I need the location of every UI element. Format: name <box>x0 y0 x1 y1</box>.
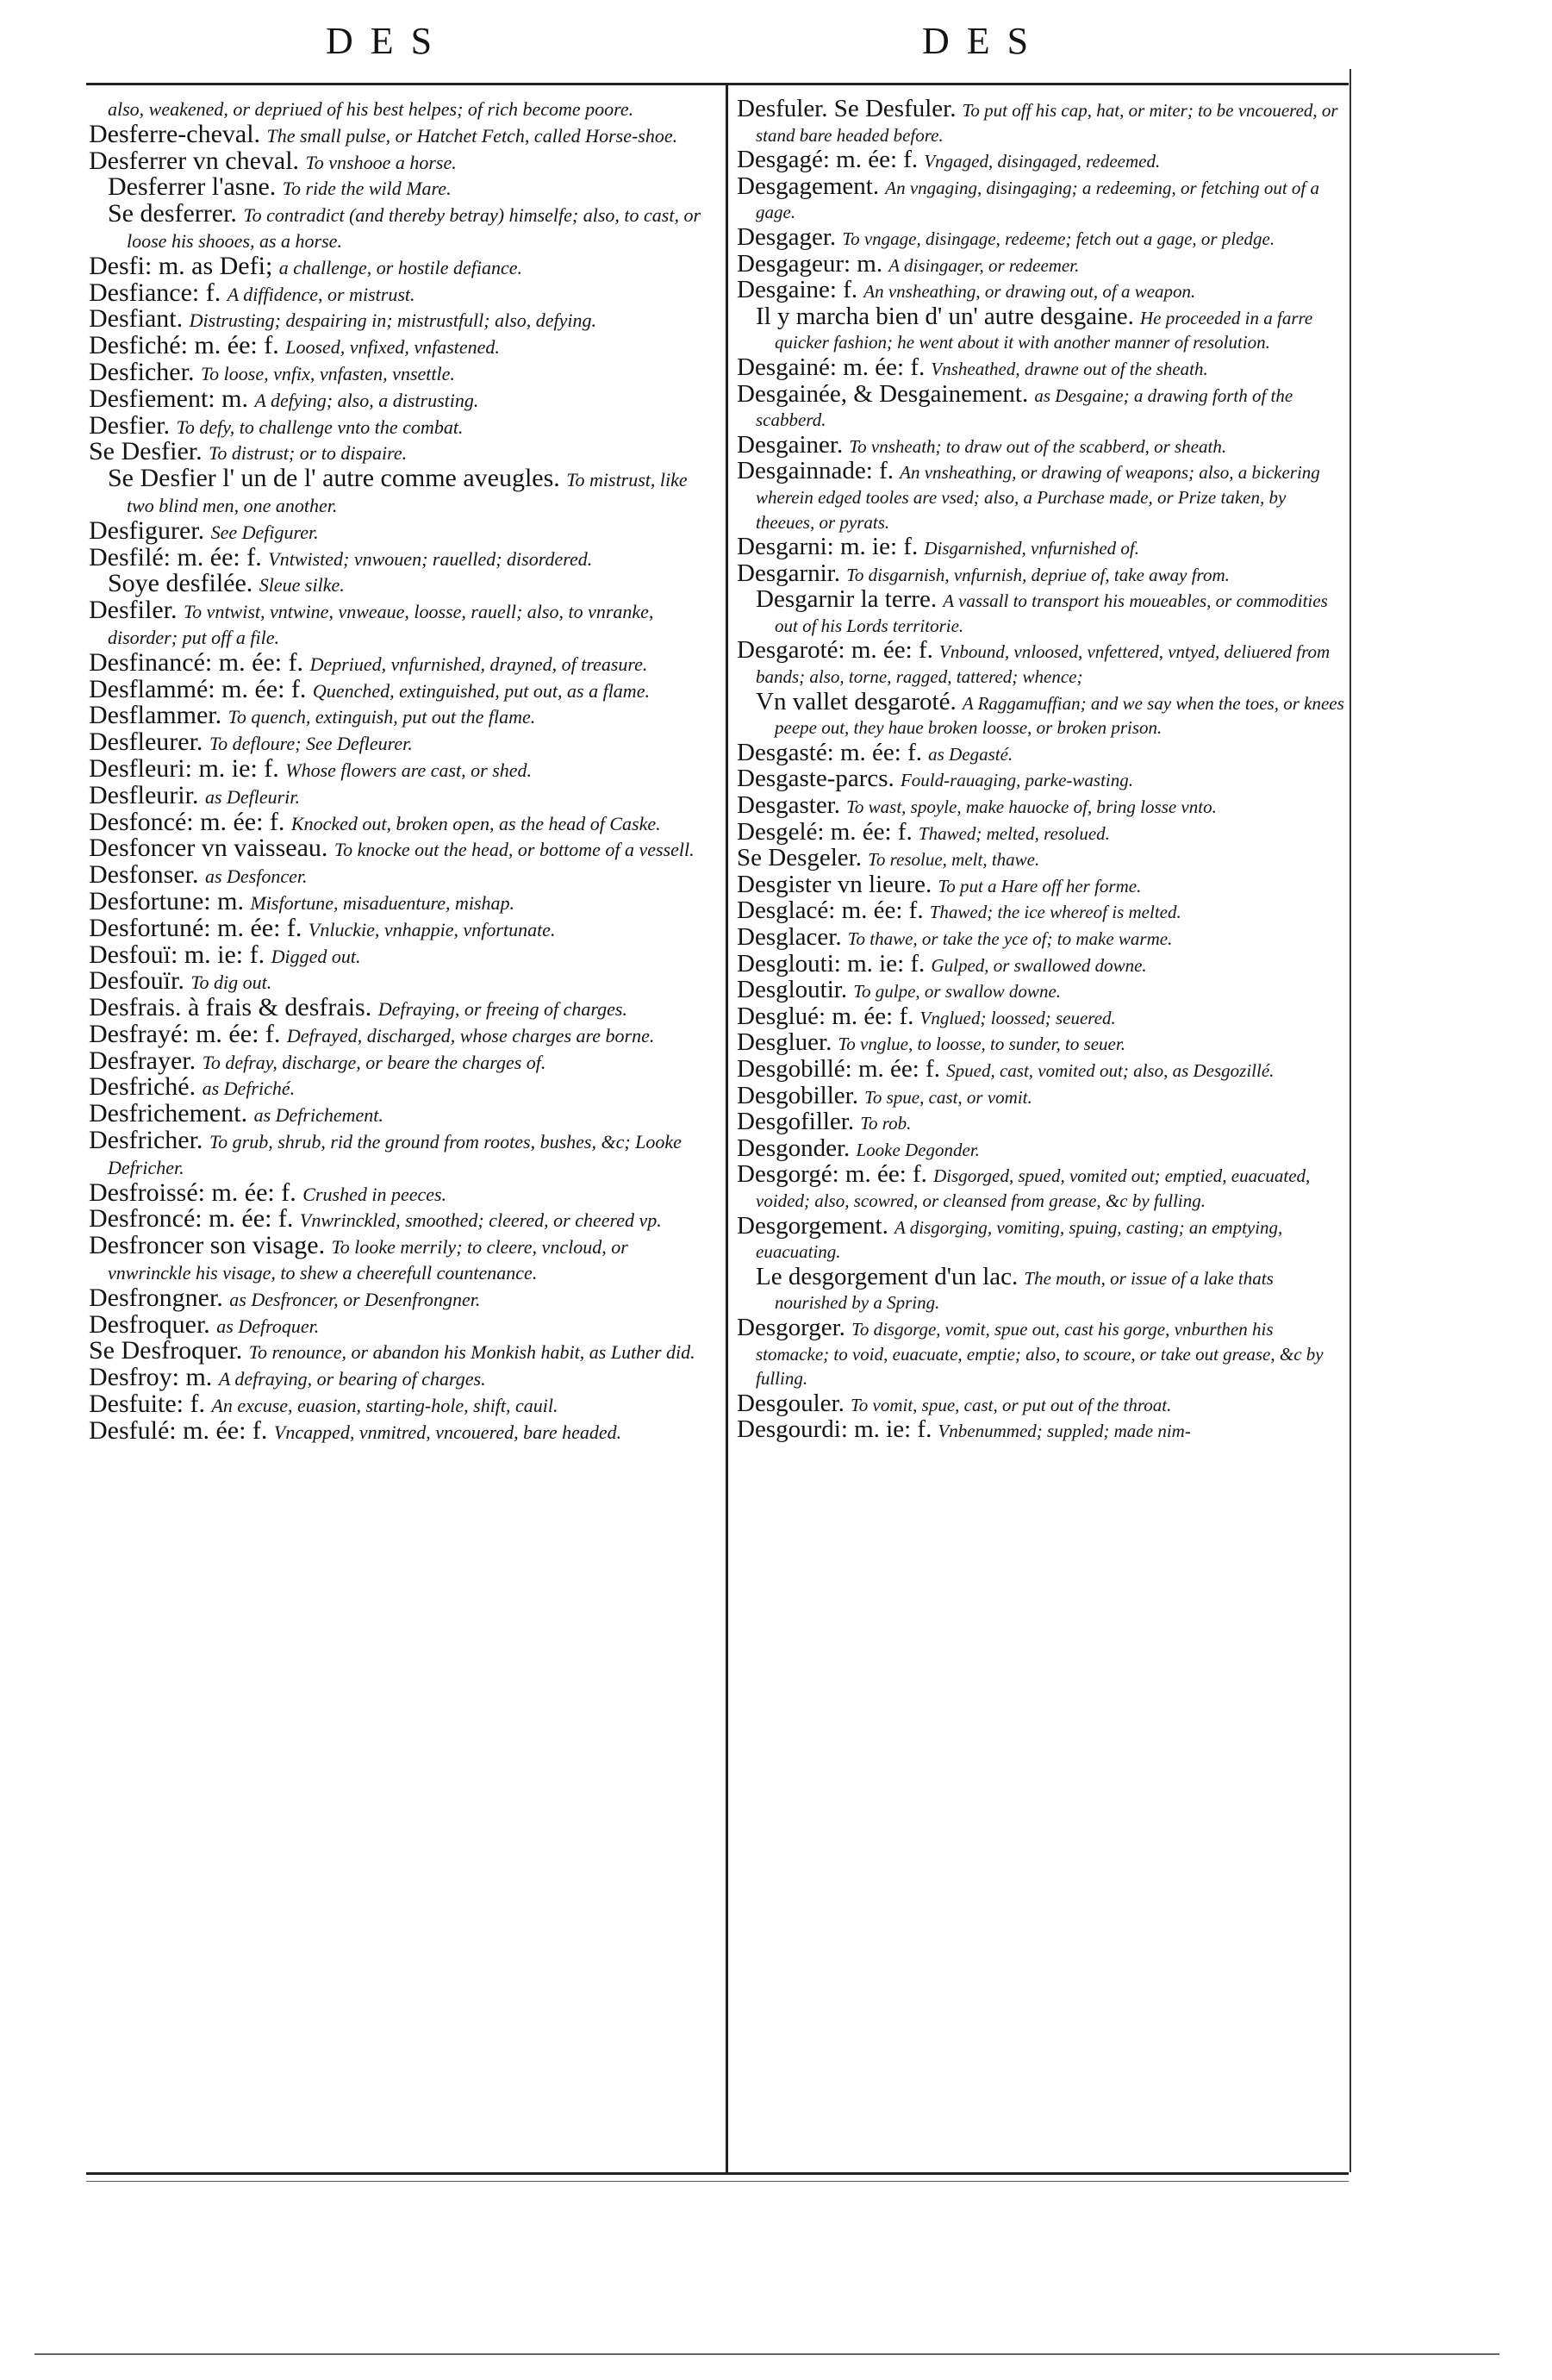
dictionary-entry <box>89 836 709 863</box>
entry-headword: Desgelé: m. ée: f. <box>737 817 913 846</box>
entry-headword: Desfuler. Se Desfuler. <box>737 95 957 122</box>
dictionary-entry <box>737 1162 1347 1213</box>
dictionary-entry <box>737 459 1347 534</box>
header-rule <box>86 83 1349 85</box>
entry-definition: Thawed; melted, resolued. <box>918 822 1110 844</box>
dictionary-entry <box>89 730 709 757</box>
entry-definition: Disgorged, spued, vomited out; emptied, euacuated, voided; also, scowred, or cleansed from grease, &c by fulling. <box>756 1165 1311 1211</box>
dictionary-entry <box>737 1391 1347 1418</box>
dictionary-entry <box>89 1365 709 1392</box>
dictionary-entry <box>737 379 1347 433</box>
entry-headword: Desgorger. <box>737 1313 845 1341</box>
entry-headword: Desfricher. <box>89 1126 203 1155</box>
entry-definition: A defying; also, a distrusting. <box>254 389 479 411</box>
entry-headword: Desfroissé: m. ée: f. <box>89 1178 296 1207</box>
entry-headword: Desgloutir. <box>737 976 848 1004</box>
entry-definition: To disgarnish, vnfurnish, depriue of, take away from. <box>846 564 1230 585</box>
dictionary-entry <box>737 872 1347 899</box>
entry-definition: as Defrichement. <box>253 1104 383 1127</box>
dictionary-entry <box>737 174 1347 225</box>
entry-definition: A defraying, or bearing of charges. <box>218 1368 486 1390</box>
entry-definition: A disingager, or redeemer. <box>888 254 1080 276</box>
entry-headword: Desfrayer. <box>89 1046 196 1075</box>
entry-definition: Vnluckie, vnhappie, vnfortunate. <box>308 918 556 940</box>
entry-definition: To quench, extinguish, put out the flame. <box>228 706 536 728</box>
entry-definition: An vngaging, disingaging; a redeeming, or fetching out of a gage. <box>756 177 1319 223</box>
dictionary-entry <box>89 703 709 730</box>
dictionary-entry <box>737 740 1347 767</box>
entry-continuation: also, weakened, or depriued of his best helpes; of rich become poore. <box>108 98 634 120</box>
dictionary-entry <box>89 993 709 1022</box>
entry-headword: Desgagement. <box>737 172 880 200</box>
entry-headword: Desferrer l'asne. <box>108 172 277 202</box>
dictionary-entry <box>737 587 1347 638</box>
entry-headword: Desfonser. <box>89 860 199 890</box>
dictionary-entry <box>89 331 709 360</box>
dictionary-entry <box>737 1417 1347 1444</box>
entry-headword: Se Desgeler. <box>737 844 862 872</box>
entry-definition: Quenched, extinguished, put out, as a flame. <box>312 679 650 702</box>
entry-definition: To loose, vnfix, vnfasten, vnsettle. <box>200 362 455 384</box>
footer-rule-thin <box>86 2181 1349 2182</box>
entry-definition: Vnsheathed, drawne out of the sheath. <box>931 358 1208 379</box>
entry-headword: Desgofiller. <box>737 1108 855 1136</box>
entry-definition: Sleue silke. <box>259 574 345 597</box>
entry-definition: Gulped, or swallowed downe. <box>931 954 1147 976</box>
entry-headword: Desgarnir la terre. <box>756 585 938 614</box>
entry-headword: Se desferrer. <box>108 199 237 228</box>
entry-definition: A disgorging, vomiting, spuing, casting; an emptying, euacuating. <box>756 1216 1283 1263</box>
entry-headword: Desfriché. <box>89 1072 196 1102</box>
entry-definition: as Desfroncer, or Desenfrongner. <box>229 1288 481 1310</box>
entry-definition: To distrust; or to dispaire. <box>209 442 408 465</box>
entry-definition: To vnglue, to loosse, to sunder, to seuer. <box>838 1034 1125 1055</box>
entry-headword: Desfiler. <box>89 596 178 625</box>
entry-headword: Desfroncé: m. ée: f. <box>89 1204 294 1234</box>
entry-headword: Se Desfroquer. <box>89 1336 243 1365</box>
entry-definition: Vntwisted; vnwouen; rauelled; disordered. <box>268 547 593 570</box>
entry-headword: Desglué: m. ée: f. <box>737 1002 914 1030</box>
entry-headword: Desferrer vn cheval. <box>89 146 300 175</box>
entry-headword: Desfrais. à frais & desfrais. <box>89 993 372 1022</box>
entry-headword: Desfouïr. <box>89 966 184 996</box>
entry-headword: Desfiement: m. <box>89 384 248 413</box>
entry-definition: To looke merrily; to cleere, vncloud, or vnwrinckle his visage, to shew a cheerefull countenance. <box>108 1236 628 1284</box>
dictionary-entry <box>737 1004 1347 1031</box>
entry-definition: He proceeded in a farre quicker fashion; he went about it with another manner of resolution. <box>775 307 1313 353</box>
dictionary-entry <box>737 534 1347 561</box>
entry-headword: Desfiant. <box>89 304 184 334</box>
entry-headword: Desfier. <box>89 410 171 440</box>
entry-definition: Vnbenummed; suppled; made nim- <box>938 1421 1191 1442</box>
entry-headword: Soye desfilée. <box>108 569 253 598</box>
entry-definition: To put a Hare off her forme. <box>938 875 1142 896</box>
entry-headword: Desgorgé: m. ée: f. <box>737 1160 927 1189</box>
entry-headword: Desgourdi: m. ie: f. <box>737 1415 932 1444</box>
page-edge-line <box>34 2353 1499 2355</box>
dictionary-entry <box>737 925 1347 952</box>
entry-headword: Desglouti: m. ie: f. <box>737 949 926 978</box>
dictionary-entry <box>737 817 1347 846</box>
entry-headword: Desferre-cheval. <box>89 119 261 148</box>
dictionary-entry <box>737 147 1347 174</box>
entry-definition: as Degasté. <box>928 743 1013 765</box>
entry-definition: The small pulse, or Hatchet Fetch, called Horse-shoe. <box>266 124 678 147</box>
entry-definition: A diffidence, or mistrust. <box>227 283 415 305</box>
dictionary-entry <box>89 1336 709 1365</box>
dictionary-entry <box>737 793 1347 820</box>
entry-definition: To gulpe, or swallow downe. <box>853 981 1062 1003</box>
entry-definition: Spued, cast, vomited out; also, as Desgozillé. <box>946 1059 1275 1081</box>
entry-headword: Desfoncer vn vaisseau. <box>89 834 328 863</box>
dictionary-entry <box>89 966 709 996</box>
entry-headword: Desglacé: m. ée: f. <box>737 896 924 925</box>
dictionary-entry <box>89 753 709 784</box>
entry-headword: Desgluer. <box>737 1028 832 1057</box>
footer-rule <box>86 2172 1349 2175</box>
dictionary-entry <box>89 807 709 837</box>
dictionary-entry <box>89 860 709 890</box>
entry-headword: Desfuite: f. <box>89 1390 205 1419</box>
dictionary-entry <box>737 1211 1347 1265</box>
entry-definition: To spue, cast, or vomit. <box>864 1086 1032 1108</box>
entry-headword: Desfroncer son visage. <box>89 1231 326 1260</box>
entry-definition: Vnwrinckled, smoothed; cleered, or cheered vp. <box>299 1209 662 1232</box>
dictionary-entry <box>89 1283 709 1313</box>
entry-headword: Desgainnade: f. <box>737 457 894 485</box>
entry-definition: Whose flowers are cast, or shed. <box>285 759 533 781</box>
entry-headword: Desglacer. <box>737 923 842 951</box>
entry-headword: Desfroquer. <box>89 1309 210 1339</box>
dictionary-entry <box>89 940 709 970</box>
entry-headword: Desfrongner. <box>89 1283 223 1312</box>
dictionary-entry <box>89 97 709 122</box>
entry-headword: Desgarnir. <box>737 559 840 587</box>
entry-definition: To defy, to challenge vnto the combat. <box>176 415 464 438</box>
entry-headword: Desficher. <box>89 357 195 386</box>
entry-headword: Desgasté: m. ée: f. <box>737 738 923 766</box>
entry-definition: To knocke out the head, or bottome of a vessell. <box>333 839 695 861</box>
dictionary-entry <box>89 172 709 202</box>
entry-definition: a challenge, or hostile defiance. <box>278 256 523 278</box>
entry-definition: as Desgaine; a drawing forth of the scabberd. <box>756 384 1293 431</box>
entry-headword: Desfi: m. as Defi; <box>89 251 273 280</box>
entry-headword: Desfoncé: m. ée: f. <box>89 807 285 836</box>
entry-headword: Desgaroté: m. ée: f. <box>737 636 933 665</box>
dictionary-entry <box>89 1415 709 1446</box>
entry-headword: Desgagé: m. ée: f. <box>737 146 919 174</box>
dictionary-entry <box>89 199 709 254</box>
entry-headword: Desgageur: m. <box>737 249 883 278</box>
entry-definition: Knocked out, broken open, as the head of Caske. <box>290 812 661 834</box>
entry-definition: Vncapped, vnmitred, vncouered, bare headed. <box>273 1421 622 1443</box>
dictionary-entry <box>737 561 1347 588</box>
entry-definition: To ride the wild Mare. <box>282 178 452 200</box>
dictionary-entry <box>89 1309 709 1340</box>
entry-definition: as Defleurir. <box>204 785 300 808</box>
dictionary-entry <box>737 1315 1347 1391</box>
entry-definition: as Desfoncer. <box>204 865 308 888</box>
entry-definition: A vassall to transport his moueables, or commodities out of his Lords territorie. <box>775 590 1328 636</box>
entry-definition: To disgorge, vomit, spue out, cast his gorge, vnburthen his stomacke; to void, euacuate, emptie; also, to scoure, or take out grease, &c by fulling. <box>756 1318 1324 1390</box>
entry-headword: Desgarni: m. ie: f. <box>737 533 919 561</box>
entry-headword: Desfleuri: m. ie: f. <box>89 753 279 783</box>
entry-definition: Vnglued; loossed; seuered. <box>919 1007 1116 1028</box>
entry-headword: Desgorgement. <box>737 1211 888 1240</box>
entry-definition: Looke Degonder. <box>856 1139 980 1160</box>
running-head-left: DES <box>326 20 450 62</box>
entry-definition: as Defriché. <box>202 1078 296 1100</box>
entry-headword: Desgonder. <box>737 1134 851 1162</box>
dictionary-entry <box>737 222 1347 252</box>
entry-headword: Desfigurer. <box>89 515 205 545</box>
dictionary-entry <box>89 674 709 704</box>
dictionary-entry <box>89 913 709 943</box>
dictionary-entry <box>737 766 1347 793</box>
dictionary-entry <box>737 430 1347 459</box>
dictionary-entry <box>89 1072 709 1102</box>
dictionary-entry <box>89 251 709 281</box>
entry-definition: An vnsheathing, or drawing out, of a weapon. <box>863 281 1196 303</box>
entry-headword: Desfinancé: m. ée: f. <box>89 647 304 677</box>
dictionary-entry <box>89 146 709 176</box>
dictionary-entry <box>89 304 709 334</box>
entry-definition: An excuse, euasion, starting-hole, shift, cauil. <box>211 1395 558 1417</box>
entry-headword: Se Desfier. <box>89 437 203 466</box>
dictionary-entry <box>737 97 1347 147</box>
entry-definition: To thawe, or take the yce of; to make warme. <box>847 928 1173 949</box>
entry-headword: Desfrichement. <box>89 1099 248 1128</box>
entry-headword: Vn vallet desgaroté. <box>756 687 957 715</box>
dictionary-entry <box>737 638 1347 689</box>
entry-definition: To vngage, disingage, redeeme; fetch out a gage, or pledge. <box>842 228 1275 249</box>
dictionary-entry <box>737 1109 1347 1136</box>
entry-definition: To grub, shrub, rid the ground from rootes, bushes, &c; Looke Defricher. <box>108 1131 682 1178</box>
dictionary-entry <box>89 357 709 387</box>
entry-headword: Desgaste-parcs. <box>737 765 894 793</box>
entry-definition: Vngaged, disingaged, redeemed. <box>924 151 1161 172</box>
dictionary-entry <box>737 978 1347 1004</box>
entry-definition: To vntwist, vntwine, vnweaue, loosse, rauell; also, to vnranke, disorder; put off a file. <box>108 601 654 648</box>
dictionary-entry <box>89 1046 709 1076</box>
entry-headword: Il y marcha bien d' un' autre desgaine. <box>756 302 1134 330</box>
entry-headword: Desgister vn lieure. <box>737 870 932 898</box>
entry-headword: Desfouï: m. ie: f. <box>89 940 265 969</box>
entry-definition: Crushed in peeces. <box>302 1183 447 1205</box>
entry-definition: Digged out. <box>271 945 361 967</box>
entry-definition: A Raggamuffian; and we say when the toes, or knees peepe out, they haue broken loosse, or broken prison. <box>775 692 1344 739</box>
entry-definition: To defloure; See Defleurer. <box>209 733 413 755</box>
entry-headword: Desgobiller. <box>737 1081 858 1109</box>
dictionary-entry <box>89 1099 709 1128</box>
entry-headword: Desgobillé: m. ée: f. <box>737 1054 940 1083</box>
entry-headword: Desflammer. <box>89 701 222 730</box>
entry-headword: Desgaster. <box>737 791 840 820</box>
entry-definition: Vnbound, vnloosed, vnfettered, vntyed, deliuered from bands; also, torne, ragged, tattered; whence; <box>756 641 1331 688</box>
entry-definition: Distrusting; despairing in; mistrustfull; also, defying. <box>189 309 597 332</box>
dictionary-entry <box>89 466 709 519</box>
entry-definition: See Defigurer. <box>210 521 319 543</box>
entry-definition: Thawed; the ice whereof is melted. <box>929 902 1181 923</box>
entry-headword: Desgaine: f. <box>737 276 858 304</box>
entry-definition: Misfortune, misaduenture, mishap. <box>250 891 515 914</box>
column-divider <box>726 84 728 2175</box>
dictionary-entry <box>737 1136 1347 1163</box>
entry-headword: Desgainer. <box>737 430 844 459</box>
dictionary-entry <box>737 278 1347 304</box>
entry-headword: Desflammé: m. ée: f. <box>89 674 307 703</box>
right-edge-rule <box>1349 69 1351 2172</box>
entry-headword: Desgainée, & Desgainement. <box>737 379 1029 408</box>
entry-headword: Desfiché: m. ée: f. <box>89 331 279 360</box>
dictionary-entry <box>737 1081 1347 1110</box>
entry-headword: Desfulé: m. ée: f. <box>89 1415 268 1445</box>
entry-headword: Desfortune: m. <box>89 886 244 915</box>
entry-definition: To resolue, melt, thawe. <box>868 849 1040 871</box>
entry-definition: Defrayed, discharged, whose charges are borne. <box>286 1024 655 1046</box>
entry-definition: To dig out. <box>190 971 272 994</box>
entry-definition: To contradict (and thereby betray) himselfe; also, to cast, or loose his shooes, as a horse. <box>127 204 701 252</box>
entry-definition: To vnshooe a horse. <box>305 151 457 173</box>
dictionary-entry <box>89 515 709 546</box>
entry-definition: To vomit, spue, cast, or put out of the throat. <box>851 1394 1172 1415</box>
right-column <box>737 97 1347 1444</box>
dictionary-entry <box>737 1054 1347 1084</box>
entry-headword: Desfilé: m. ée: f. <box>89 542 262 572</box>
entry-definition: Loosed, vnfixed, vnfastened. <box>285 336 500 359</box>
entry-definition: To renounce, or abandon his Monkish habit, as Luther did. <box>248 1341 695 1364</box>
dictionary-entry <box>89 384 709 414</box>
dictionary-entry <box>89 647 709 678</box>
dictionary-entry <box>89 278 709 308</box>
dictionary-entry <box>89 437 709 466</box>
entry-headword: Desfleurir. <box>89 780 199 809</box>
entry-definition: Fould-rauaging, parke-wasting. <box>900 770 1134 791</box>
dictionary-entry <box>89 780 709 810</box>
dictionary-entry <box>89 1019 709 1049</box>
entry-definition: Defraying, or freeing of charges. <box>377 998 627 1021</box>
entry-definition: An vnsheathing, or drawing of weapons; also, a bickering wherein edged tooles are vsed; also, a Purchase made, or Prize taken, by theeues, or pyrats. <box>756 462 1320 533</box>
dictionary-entry <box>89 1392 709 1419</box>
dictionary-entry <box>737 1262 1347 1315</box>
entry-definition: To defray, discharge, or beare the charges of. <box>202 1051 546 1073</box>
dictionary-entry <box>737 846 1347 872</box>
entry-headword: Desgager. <box>737 222 837 251</box>
running-head-right: DES <box>922 20 1046 62</box>
dictionary-entry <box>89 119 709 149</box>
entry-headword: Desfleurer. <box>89 728 203 757</box>
dictionary-entry <box>737 1030 1347 1057</box>
entry-headword: Desfrayé: m. ée: f. <box>89 1019 281 1048</box>
dictionary-entry <box>89 886 709 916</box>
entry-definition: To wast, spoyle, make hauocke of, bring losse vnto. <box>846 796 1217 818</box>
dictionary-entry <box>89 1178 709 1208</box>
entry-definition: To vnsheath; to draw out of the scabberd, or sheath. <box>849 435 1227 457</box>
dictionary-entry <box>89 569 709 598</box>
dictionary-entry <box>89 1204 709 1234</box>
entry-headword: Se Desfier l' un de l' autre comme aveugles. <box>108 464 560 493</box>
entry-headword: Desgainé: m. ée: f. <box>737 353 926 381</box>
entry-definition: To mistrust, like two blind men, one another. <box>127 469 688 516</box>
entry-definition: as Defroquer. <box>216 1315 320 1337</box>
dictionary-entry <box>737 898 1347 925</box>
dictionary-entry <box>737 304 1347 355</box>
entry-headword: Desfiance: f. <box>89 278 221 307</box>
dictionary-entry <box>89 410 709 440</box>
dictionary-entry <box>89 542 709 572</box>
dictionary-entry <box>89 1231 709 1286</box>
entry-definition: To put off his cap, hat, or miter; to be vncouered, or stand bare headed before. <box>756 100 1338 146</box>
entry-definition: Depriued, vnfurnished, drayned, of treasure. <box>309 653 648 675</box>
left-column <box>89 97 709 1446</box>
entry-headword: Le desgorgement d'un lac. <box>756 1262 1019 1290</box>
dictionary-entry <box>737 687 1347 740</box>
dictionary-entry <box>89 598 709 651</box>
dictionary-entry <box>737 949 1347 978</box>
entry-definition: To rob. <box>860 1113 912 1134</box>
dictionary-entry <box>89 1128 709 1181</box>
entry-headword: Desgouler. <box>737 1389 845 1417</box>
dictionary-entry <box>737 249 1347 278</box>
entry-definition: The mouth, or issue of a lake thats nourished by a Spring. <box>775 1267 1274 1314</box>
entry-headword: Desfroy: m. <box>89 1363 213 1392</box>
dictionary-entry <box>737 355 1347 382</box>
entry-definition: Disgarnished, vnfurnished of. <box>924 538 1140 559</box>
entry-headword: Desfortuné: m. ée: f. <box>89 913 302 942</box>
